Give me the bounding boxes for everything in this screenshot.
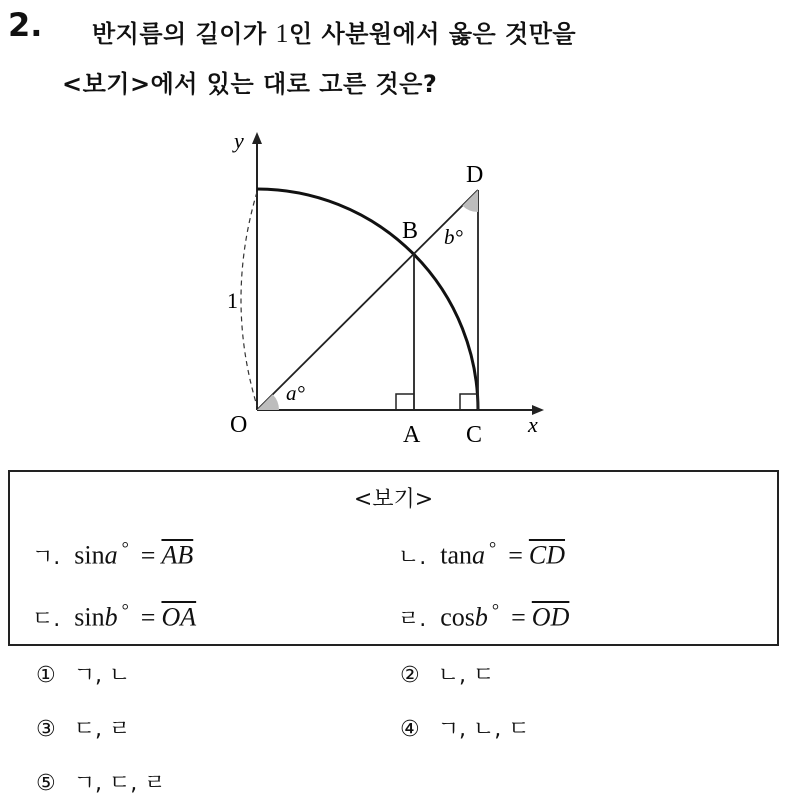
y-axis-label: y bbox=[234, 128, 244, 153]
bogi-box bbox=[8, 470, 779, 646]
statement-segment: $\overline{OD}$ bbox=[531, 602, 570, 632]
choice-2[interactable] bbox=[400, 658, 494, 689]
statement-degree: ° bbox=[489, 538, 497, 558]
question-text-post: 인 사분원에서 옳은 것만을 bbox=[289, 20, 577, 48]
point-b-label: B bbox=[402, 218, 419, 244]
choice-4[interactable] bbox=[400, 712, 529, 743]
choice-number: ② bbox=[400, 663, 420, 688]
statement-degree: ° bbox=[491, 600, 500, 620]
question-text-pre: 반지름의 길이가 bbox=[92, 20, 276, 48]
radius-label: 1 bbox=[227, 288, 238, 313]
question-number: 2. bbox=[8, 6, 43, 44]
statement-function: sin bbox=[74, 602, 105, 632]
angle-a-label: a° bbox=[286, 381, 305, 405]
statement-4 bbox=[398, 600, 569, 633]
angle-b-sector bbox=[462, 190, 478, 212]
statement-equals: = bbox=[140, 602, 156, 632]
statement-marker: ㄱ. bbox=[32, 544, 61, 570]
statement-marker: ㄷ. bbox=[32, 606, 61, 632]
statement-degree: ° bbox=[121, 600, 129, 620]
angle-b-label: b° bbox=[444, 225, 463, 249]
choice-3[interactable] bbox=[36, 712, 130, 743]
choice-1[interactable] bbox=[36, 658, 130, 689]
statement-variable: a bbox=[472, 540, 486, 570]
statement-2 bbox=[398, 538, 565, 571]
statement-3 bbox=[32, 600, 196, 633]
x-axis-label: x bbox=[528, 412, 538, 437]
bogi-title: <보기> bbox=[353, 487, 434, 512]
statement-equals: = bbox=[508, 540, 523, 570]
line-od bbox=[257, 190, 478, 410]
choice-5[interactable] bbox=[36, 766, 165, 797]
point-d-label: D bbox=[466, 162, 484, 188]
statement-degree: ° bbox=[121, 538, 129, 558]
origin-label: O bbox=[230, 412, 248, 438]
choice-number: ④ bbox=[400, 717, 420, 742]
right-angle-mark-c bbox=[460, 394, 478, 410]
choice-text: ㄱ, ㄷ, ㄹ bbox=[73, 771, 166, 796]
statement-marker: ㄴ. bbox=[398, 544, 427, 570]
statement-marker: ㄹ. bbox=[398, 606, 427, 632]
point-a-label: A bbox=[403, 422, 421, 448]
statement-1 bbox=[32, 538, 193, 571]
question-text-line1 bbox=[92, 14, 576, 49]
statement-function: tan bbox=[440, 540, 473, 570]
angle-a-sector bbox=[257, 394, 279, 410]
y-axis-arrow-icon bbox=[252, 132, 262, 144]
statement-segment: $\overline{CD}$ bbox=[528, 540, 566, 570]
choice-text: ㄱ, ㄴ bbox=[73, 663, 131, 688]
quarter-circle-figure bbox=[200, 118, 560, 458]
question-text-line2: <보기>에서 있는 대로 고른 것은? bbox=[62, 70, 438, 98]
choice-text: ㄷ, ㄹ bbox=[73, 717, 131, 742]
statement-variable: b bbox=[474, 602, 488, 632]
question-radius-value: 1 bbox=[275, 19, 289, 48]
point-c-label: C bbox=[466, 422, 483, 448]
statement-function: cos bbox=[440, 602, 475, 632]
statement-segment: $\overline{AB}$ bbox=[161, 540, 194, 570]
right-angle-mark-a bbox=[396, 394, 414, 410]
radius-dashed-brace bbox=[241, 192, 257, 406]
choice-number: ⑤ bbox=[36, 771, 56, 796]
statement-variable: a bbox=[104, 540, 118, 570]
choice-number: ③ bbox=[36, 717, 56, 742]
choice-number: ① bbox=[36, 663, 56, 688]
statement-segment: $\overline{OA}$ bbox=[161, 602, 197, 632]
statement-variable: b bbox=[104, 602, 118, 632]
statement-function: sin bbox=[74, 540, 105, 570]
statement-equals: = bbox=[511, 602, 526, 632]
choice-text: ㄴ, ㄷ bbox=[437, 663, 495, 688]
choice-text: ㄱ, ㄴ, ㄷ bbox=[437, 717, 530, 742]
statement-equals: = bbox=[140, 540, 156, 570]
